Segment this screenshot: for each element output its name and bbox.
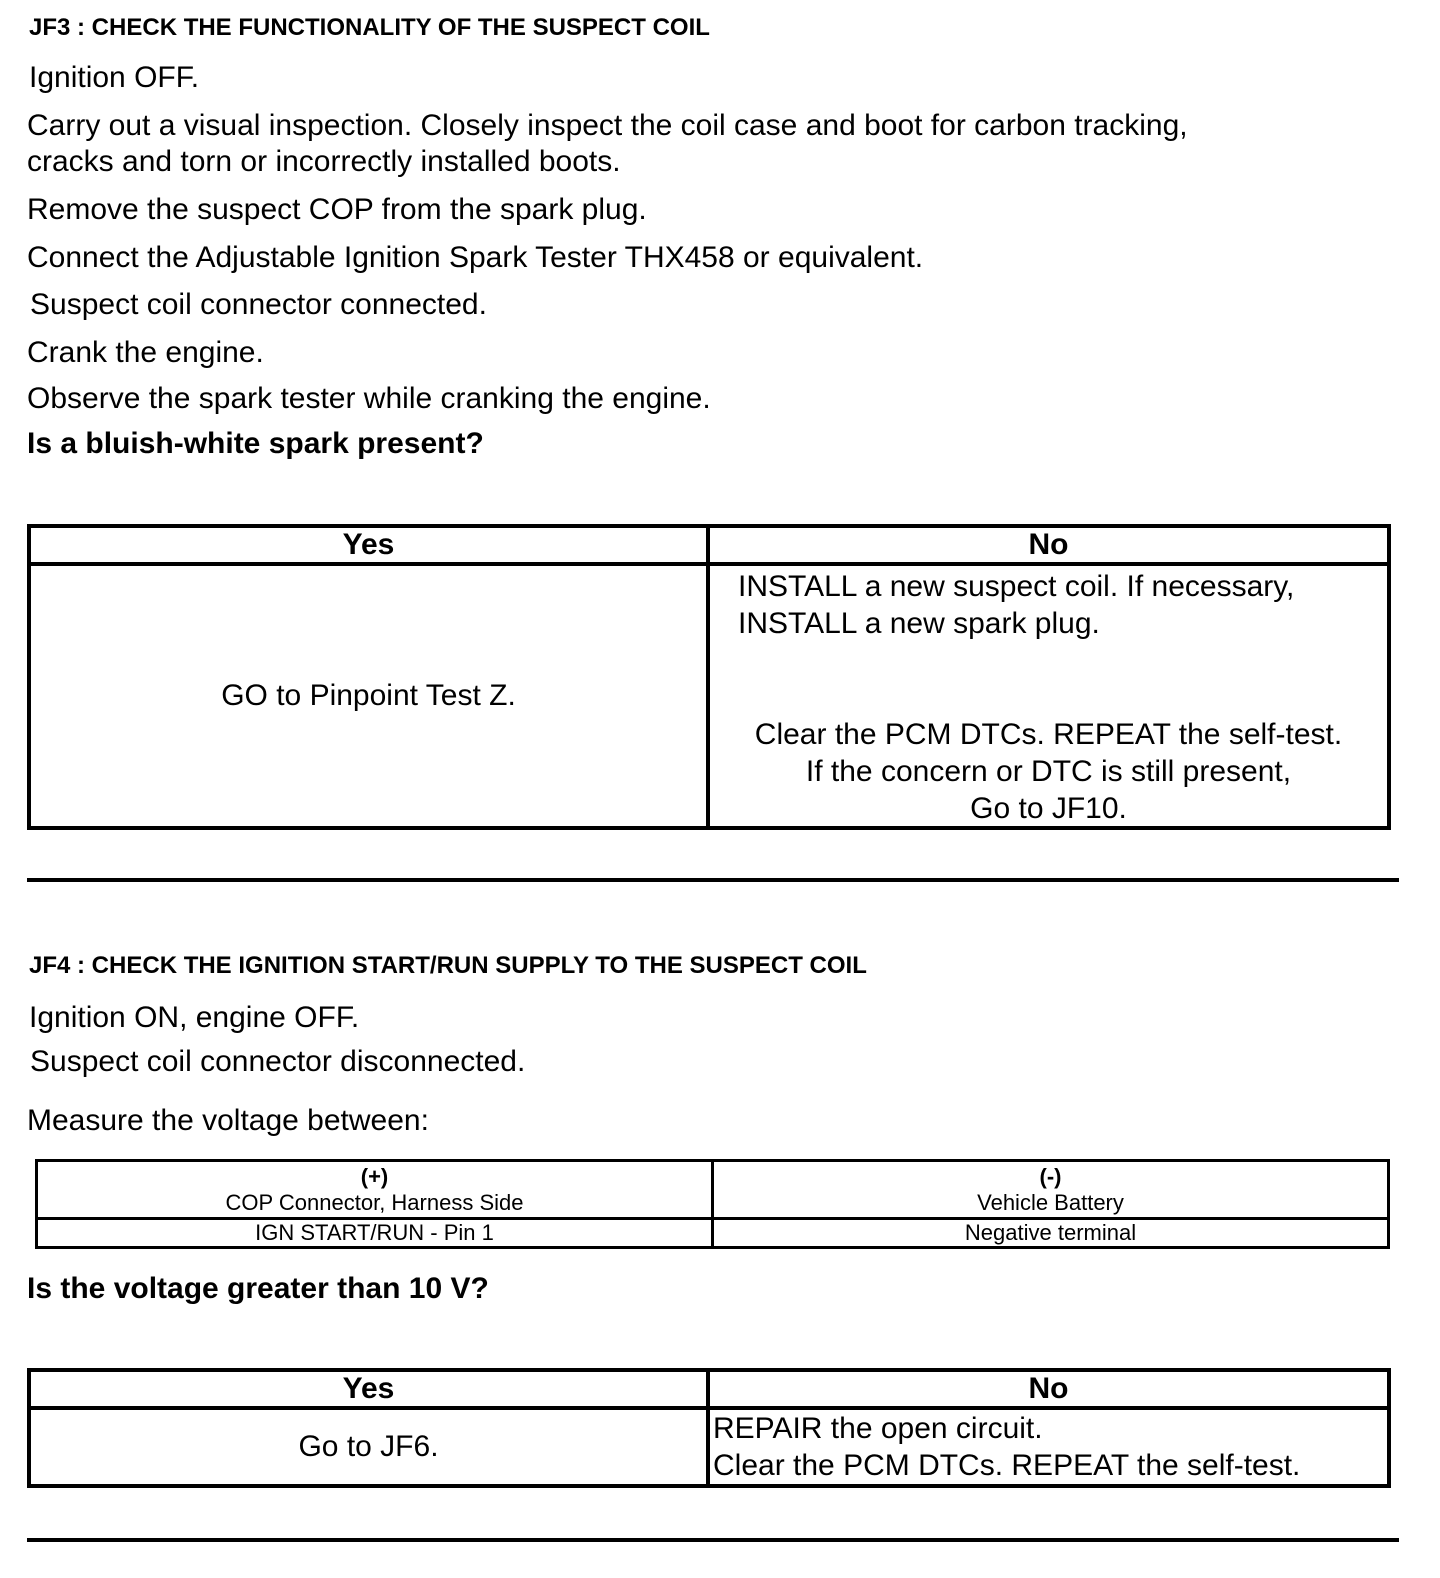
jf3-decision-table — [27, 524, 1391, 830]
jf3-step-crank-engine: Crank the engine. — [27, 336, 264, 369]
jf4-positive-header-cell — [37, 1161, 713, 1219]
jf4-yes-cell — [29, 1408, 708, 1486]
jf3-step-ignition-off: Ignition OFF. — [29, 61, 200, 94]
jf3-yes-header: Yes — [29, 526, 708, 564]
jf4-negative-header-cell — [713, 1161, 1389, 1219]
jf4-yes-header: Yes — [29, 1370, 708, 1408]
positive-symbol: (+) — [360, 1163, 389, 1189]
jf3-step-visual-inspection-cont: cracks and torn or incorrectly installed boots. — [27, 145, 621, 178]
jf3-no-line-3: Clear the PCM DTCs. REPEAT the self-test. — [754, 718, 1343, 751]
jf3-yes-cell — [29, 564, 708, 828]
jf3-step-connector-connected: Suspect coil connector connected. — [30, 288, 487, 321]
jf3-step-observe-tester: Observe the spark tester while cranking the engine. — [27, 382, 711, 415]
jf4-question: Is the voltage greater than 10 V? — [27, 1272, 489, 1305]
jf3-no-header: No — [708, 526, 1389, 564]
jf3-no-line-1: INSTALL a new suspect coil. If necessary, — [738, 570, 1295, 603]
jf4-negative-value: Negative terminal — [713, 1219, 1389, 1248]
jf3-no-line-5: Go to JF10. — [970, 792, 1127, 825]
jf4-no-line-1: REPAIR the open circuit. — [713, 1412, 1043, 1445]
jf4-decision-table — [27, 1368, 1391, 1488]
negative-symbol: (-) — [1039, 1163, 1062, 1189]
jf4-step-connector-disconnected: Suspect coil connector disconnected. — [30, 1045, 526, 1078]
section-divider-bottom — [27, 1538, 1399, 1542]
jf3-no-cell — [708, 564, 1389, 828]
jf4-yes-action: Go to JF6. — [298, 1430, 439, 1463]
jf3-heading: JF3 : CHECK THE FUNCTIONALITY OF THE SUSPECT COIL — [29, 14, 710, 41]
negative-label: Vehicle Battery — [977, 1189, 1124, 1215]
jf4-no-cell — [708, 1408, 1389, 1486]
jf4-no-line-2: Clear the PCM DTCs. REPEAT the self-test. — [713, 1449, 1301, 1482]
jf3-no-line-4: If the concern or DTC is still present, — [805, 755, 1292, 788]
jf4-no-header: No — [708, 1370, 1389, 1408]
jf3-step-visual-inspection: Carry out a visual inspection. Closely inspect the coil case and boot for carbon tracking, — [27, 109, 1188, 142]
section-divider — [27, 878, 1399, 882]
positive-label: COP Connector, Harness Side — [225, 1189, 524, 1215]
jf3-no-line-2: INSTALL a new spark plug. — [738, 607, 1100, 640]
jf4-step-ignition-on: Ignition ON, engine OFF. — [29, 1001, 360, 1034]
jf4-positive-value: IGN START/RUN - Pin 1 — [37, 1219, 713, 1248]
jf3-step-remove-cop: Remove the suspect COP from the spark plug. — [27, 193, 647, 226]
jf3-question: Is a bluish-white spark present? — [27, 427, 484, 460]
jf4-step-measure-voltage: Measure the voltage between: — [27, 1104, 429, 1137]
jf4-measurement-table — [35, 1159, 1390, 1249]
jf3-yes-action: GO to Pinpoint Test Z. — [221, 679, 516, 712]
jf4-heading: JF4 : CHECK THE IGNITION START/RUN SUPPLY TO THE SUSPECT COIL — [29, 952, 867, 979]
jf3-step-connect-tester: Connect the Adjustable Ignition Spark Tester THX458 or equivalent. — [27, 241, 924, 274]
